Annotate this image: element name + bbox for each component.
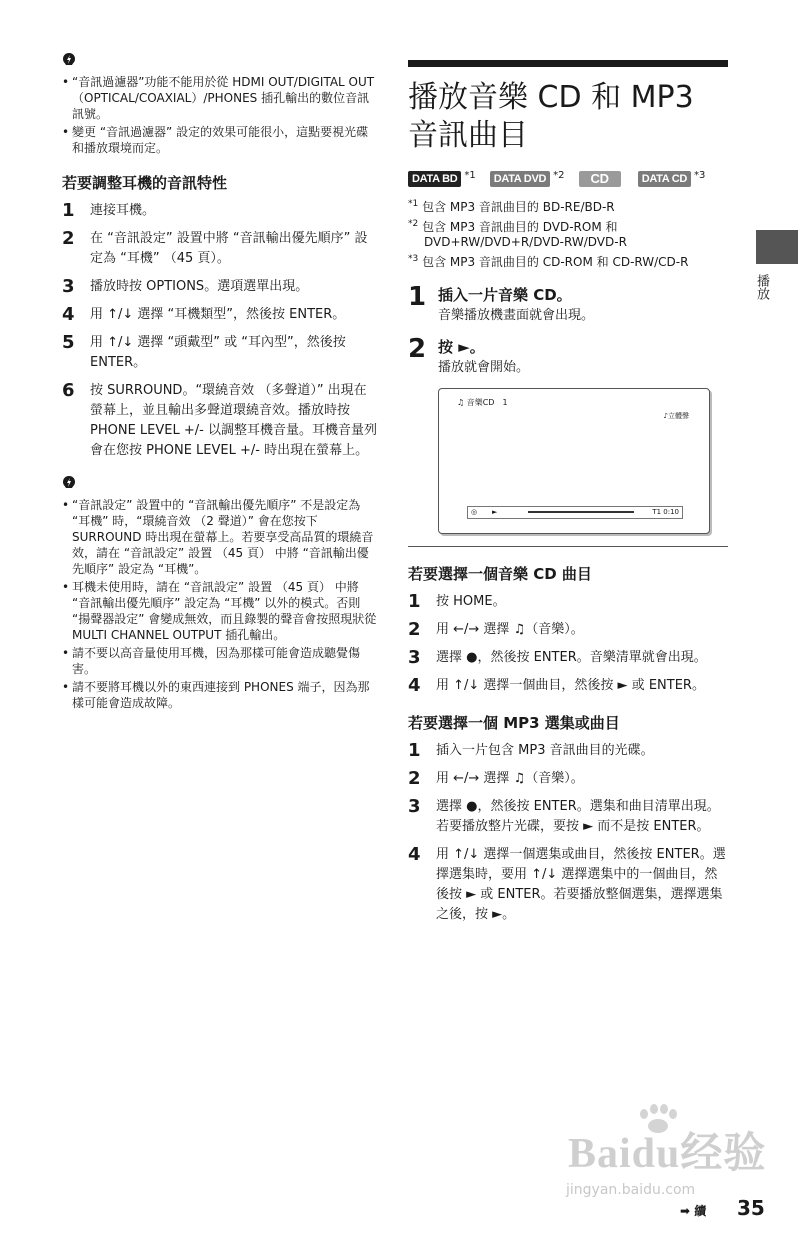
divider [408, 546, 728, 547]
step: 1 按 HOME。 [408, 591, 506, 612]
badge-sup: *1 [464, 170, 476, 181]
sound-mode: ♪立體聲 [663, 412, 689, 420]
playback-bar [467, 506, 683, 519]
music-note-icon: ♫ [457, 398, 465, 407]
note-item: • 耳機未使用時，請在 “音訊設定” 設置 （45 頁） 中將 “音訊輸出優先順序” 設定為 “耳機” 以外的模式。否則 “揚聲器設定” 會變成無效，而且錄製的聲音會按照現狀從 MULTI CHANNEL OUTPUT 插孔輸出。 [62, 579, 378, 643]
badge-data-cd: DATA CD [638, 171, 691, 187]
page-title: 播放音樂 CD 和 MP3 音訊曲目 [408, 80, 694, 153]
step: 5 用 ↑/↓ 選擇 “頭戴型” 或 “耳內型”，然後按 ENTER。 [62, 332, 346, 370]
tip-notes-2 [62, 497, 378, 711]
left-column [62, 52, 378, 713]
page-number: 35 [737, 1196, 765, 1220]
step: 1 插入一片包含 MP3 音訊曲目的光碟。 [408, 740, 654, 761]
section-title-headphones: 若要調整耳機的音訊特性 [62, 174, 228, 192]
title-bar [408, 60, 728, 67]
badge-sup: *2 [553, 170, 565, 181]
step: 4 用 ↑/↓ 選擇一個選集或曲目，然後按 ENTER。選擇選集時，要用 ↑/↓ 選擇選集中的一個曲目，然後按 ► 或 ENTER。若要播放整個選集，選擇選集之後，按 ►。 [408, 844, 726, 922]
footnote: $^{*3}$ 包含 MP3 音訊曲目的 CD-ROM 和 CD-RW/CD-R [408, 254, 689, 269]
play-icon: ► [492, 508, 498, 516]
continue-indicator: ➡ 續 [680, 1204, 707, 1218]
step: 2 用 ←/→ 選擇 ♫（音樂）。 [408, 768, 584, 789]
step: 4 用 ↑/↓ 選擇一個曲目，然後按 ► 或 ENTER。 [408, 675, 705, 696]
footnote: $^{*1}$ 包含 MP3 音訊曲目的 BD-RE/BD-R [408, 199, 615, 214]
note-item: • “音訊過濾器”功能不能用於從 HDMI OUT/DIGITAL OUT （OPTICAL/COAXIAL）/PHONES 插孔輸出的數位音訊訊號。 [62, 74, 378, 122]
section-title-cd: 若要選擇一個音樂 CD 曲目 [408, 565, 592, 583]
tip-icon [62, 52, 76, 68]
music-note-icon: ♪ [663, 412, 668, 420]
cd-icon: ◎ [471, 508, 478, 516]
main-step: 1 插入一片音樂 CD。 音樂播放機畫面就會出現。 [408, 282, 595, 323]
note-item: • “音訊設定” 設置中的 “音訊輸出優先順序” 不是設定為 “耳機” 時，“環繞音效 （2 聲道）” 會在您按下 SURROUND 時出現在螢幕上。若要享受高品質的環繞音效，請在 “音訊設定” 設置 （45 頁） 中將 “音訊輸出優先順序” 設定為 “耳機”。 [62, 497, 378, 577]
tip-notes-1 [62, 74, 378, 156]
right-column [408, 60, 728, 933]
music-player-screen [438, 388, 710, 534]
step: 6 按 SURROUND。“環繞音效 （多聲道）” 出現在螢幕上，並且輸出多聲道環繞音效。播放時按 PHONE LEVEL +/- 以調整耳機音量。耳機音量列會在您按 PHONE LEVEL +/- 時出現在螢幕上。 [62, 380, 377, 458]
step: 3 播放時按 OPTIONS。選項選單出現。 [62, 276, 309, 297]
badge-cd: CD [579, 171, 621, 187]
note-item: • 請不要將耳機以外的東西連接到 PHONES 端子，因為那樣可能會造成故障。 [62, 679, 378, 711]
step: 3 選擇 ●，然後按 ENTER。音樂清單就會出現。 [408, 647, 707, 668]
tip-icon [62, 475, 76, 491]
main-step: 2 按 ►。 播放就會開始。 [408, 334, 530, 375]
section-title-mp3: 若要選擇一個 MP3 選集或曲目 [408, 714, 620, 732]
step: 2 在 “音訊設定” 設置中將 “音訊輸出優先順序” 設定為 “耳機” （45 頁）。 [62, 228, 368, 266]
step: 3 選擇 ●，然後按 ENTER。選集和曲目清單出現。若要播放整片光碟，要按 ► 而不是按 ENTER。 [408, 796, 720, 834]
progress-track [528, 511, 634, 513]
side-tab-label: 播放 [754, 274, 769, 300]
note-item: • 請不要以高音量使用耳機，因為那樣可能會造成聽覺傷害。 [62, 645, 378, 677]
step: 1 連接耳機。 [62, 200, 156, 221]
footnote: $^{*2}$ 包含 MP3 音訊曲目的 DVD-ROM 和 DVD+RW/DVD+R/DVD-RW/DVD-R [408, 219, 627, 249]
screen-header: ♫ 音樂CD 1 [457, 398, 508, 407]
note-item: • 變更 “音訊過濾器” 設定的效果可能很小，這點要視光碟和播放環境而定。 [62, 124, 378, 156]
side-tab [756, 230, 798, 264]
watermark-url: jingyan.baidu.com [566, 1182, 696, 1198]
watermark-logo: Baidu经验 [568, 1131, 767, 1177]
badge-sup: *3 [694, 170, 706, 181]
playback-time: T1 0:10 [652, 508, 679, 516]
disc-badges [408, 171, 728, 187]
badge-data-bd: DATA BD [408, 171, 461, 187]
step: 2 用 ←/→ 選擇 ♫（音樂）。 [408, 619, 584, 640]
step: 4 用 ↑/↓ 選擇 “耳機類型”，然後按 ENTER。 [62, 304, 346, 325]
badge-data-dvd: DATA DVD [490, 171, 550, 187]
